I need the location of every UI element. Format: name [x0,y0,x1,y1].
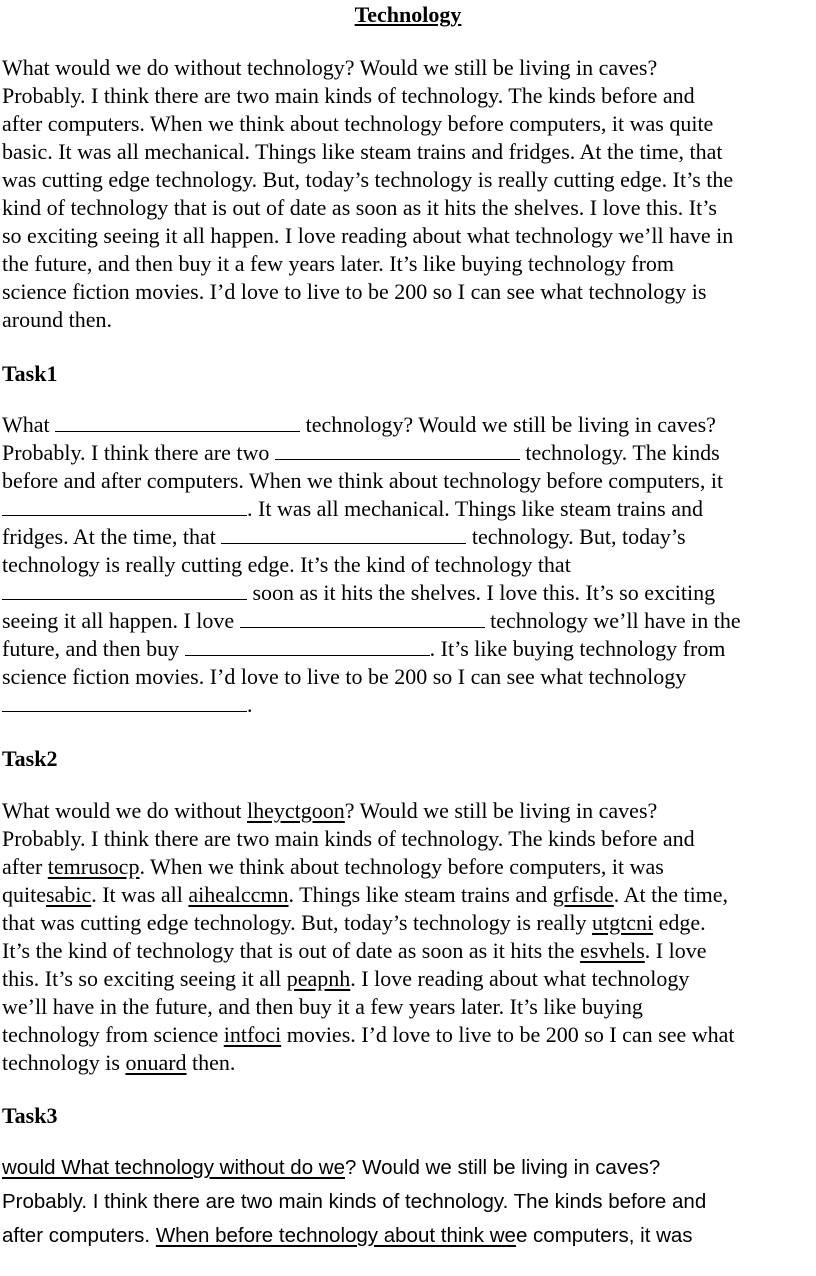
task1-text: technology? Would we still be living in caves? [305,412,716,437]
task1-text: . It was all mechanical. Things like steam trains and [247,496,703,521]
task1-passage [2,411,814,719]
task2-line [2,909,814,937]
task2-text: this. It’s so exciting seeing it all [2,966,282,991]
scrambled-word: grfisde [552,882,614,907]
passage-line: Probably. I think there are two main kinds of technology. The kinds before and [2,83,695,108]
task1-line: science fiction movies. I’d love to live to be 200 so I can see what technology [2,664,687,689]
task1-line: technology is really cutting edge. It’s the kind of technology that [2,552,571,577]
task3-line [2,1219,814,1253]
task2-text: What would we do without [2,798,242,823]
task1-line [2,439,814,467]
task1-text: . [247,692,253,717]
task3-line: Probably. I think there are two main kinds of technology. The kinds before and [2,1190,707,1213]
fill-in-blank[interactable] [2,495,247,516]
task1-text: soon as it hits the shelves. I love this. It’s so exciting [252,580,716,605]
task2-heading: Task2 [2,746,58,771]
task1-text: technology. But, today’s [471,524,686,549]
task1-text: . It’s like buying technology from [429,636,726,661]
task2-text: then. [192,1050,236,1075]
task2-line [2,853,814,881]
fill-in-blank[interactable] [55,411,300,432]
task2-text: technology from science [2,1022,219,1047]
passage-line: science fiction movies. I’d love to live to be 200 so I can see what technology is [2,279,707,304]
passage-line: was cutting edge technology. But, today’s technology is really cutting edge. It’s the [2,167,734,192]
task2-passage [2,797,814,1077]
task1-line [2,523,814,551]
task2-text: that was cutting edge technology. But, today’s technology is really [2,910,587,935]
scrambled-word: lheyctgoon [247,798,345,823]
task2-text: . I love [644,938,707,963]
scrambled-word: onuard [125,1050,187,1075]
scrambled-word: esvhels [580,938,645,963]
task3-text: e computers, it was [515,1224,693,1247]
task2-line [2,965,814,993]
task2-text: technology is [2,1050,120,1075]
task1-line: before and after computers. When we think about technology before computers, it [2,468,724,493]
passage-line: after computers. When we think about technology before computers, it was quite [2,111,714,136]
task2-text: . It was all [91,882,183,907]
fill-in-blank[interactable] [275,439,520,460]
task2-line [2,937,814,965]
passage-line: around then. [2,307,112,332]
task2-text: quite [2,882,46,907]
task1-line [2,411,814,439]
task3-text: after computers. [2,1224,151,1247]
page-title: Technology [354,2,462,27]
scrambled-word: sabic [46,882,92,907]
task1-line [2,607,814,635]
passage-line: basic. It was all mechanical. Things like steam trains and fridges. At the time, that [2,139,723,164]
task1-text: Probably. I think there are two [2,440,270,465]
scrambled-word: utgtcni [592,910,654,935]
task2-line: we’ll have in the future, and then buy it a few years later. It’s like buying [2,994,643,1019]
task1-text: technology. The kinds [525,440,720,465]
task2-text: . When we think about technology before computers, it was [139,854,664,879]
task1-text: seeing it all happen. I love [2,608,235,633]
task1-text: fridges. At the time, that [2,524,216,549]
task3-passage [2,1151,814,1253]
task2-line: Probably. I think there are two main kinds of technology. The kinds before and [2,826,695,851]
passage-line: the future, and then buy it a few years later. It’s like buying technology from [2,251,675,276]
task2-text: movies. I’d love to live to be 200 so I can see what [286,1022,735,1047]
task2-text: ? Would we still be living in caves? [344,798,658,823]
passage-line: kind of technology that is out of date as soon as it hits the shelves. I love this. It’s [2,195,717,220]
task1-text: What [2,412,50,437]
task1-text: technology we’ll have in the [490,608,741,633]
scrambled-word: temrusocp [47,854,140,879]
task2-text: . I love reading about what technology [350,966,690,991]
task2-text: It’s the kind of technology that is out of date as soon as it hits the [2,938,575,963]
task1-line [2,579,814,607]
task2-text: . Things like steam trains and [288,882,548,907]
task1-line [2,635,814,663]
task2-line [2,797,814,825]
scrambled-word: peapnh [286,966,351,991]
fill-in-blank[interactable] [240,607,485,628]
task3-line [2,1151,814,1185]
scrambled-word: intfoci [223,1022,282,1047]
task3-text: ? Would we still be living in caves? [345,1156,661,1179]
passage-line: What would we do without technology? Would we still be living in caves? [2,55,658,80]
passage-line: so exciting seeing it all happen. I love reading about what technology we’ll have in [2,223,734,248]
scrambled-phrase: When before technology about think we [155,1224,516,1247]
task2-text: . At the time, [613,882,729,907]
fill-in-blank[interactable] [221,523,466,544]
fill-in-blank[interactable] [2,691,247,712]
task2-line [2,1021,814,1049]
task2-text: after [2,854,43,879]
task3-heading: Task3 [2,1103,58,1128]
task2-line [2,881,814,909]
scrambled-word: aihealccmn [188,882,289,907]
fill-in-blank[interactable] [185,635,430,656]
task1-heading: Task1 [2,361,58,386]
task2-line [2,1049,814,1077]
reading-passage [2,54,814,334]
task1-line [2,495,814,523]
task1-line [2,691,814,719]
scrambled-phrase: would What technology without do we [2,1156,346,1179]
fill-in-blank[interactable] [2,579,247,600]
task2-text: edge. [658,910,706,935]
task1-text: future, and then buy [2,636,180,661]
